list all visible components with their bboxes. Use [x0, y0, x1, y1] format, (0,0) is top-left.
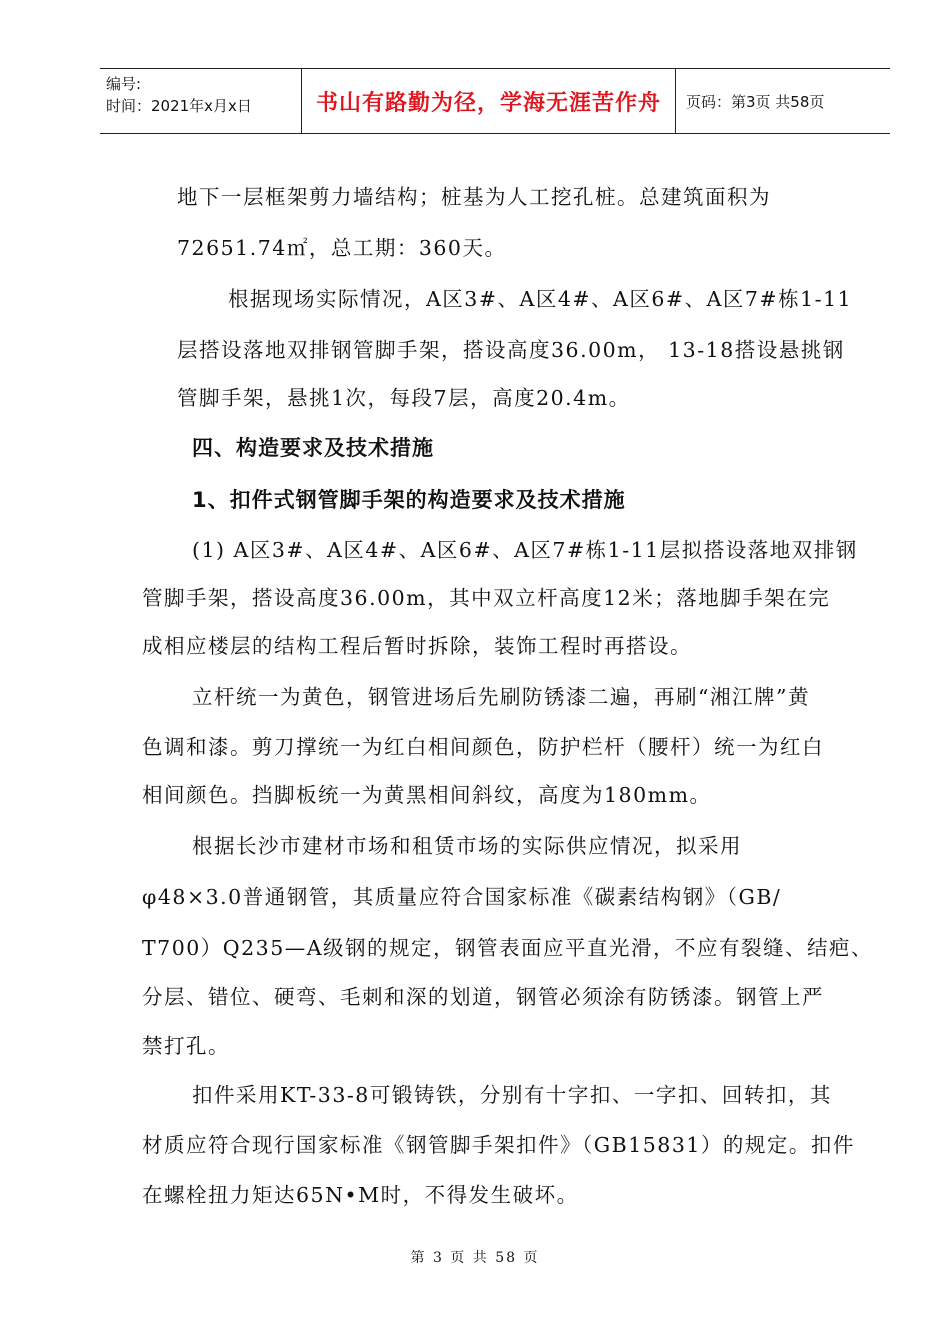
body-line: 成相应楼层的结构工程后暂时拆除，装饰工程时再搭设。	[142, 634, 692, 658]
body-line: (1) A区3#、A区4#、A区6#、A区7#栋1-11层拟搭设落地双排钢	[192, 538, 858, 562]
body-line: 立杆统一为黄色，钢管进场后先刷防锈漆二遍，再刷“湘江牌”黄	[192, 685, 810, 709]
body-line: 禁打孔。	[142, 1034, 230, 1058]
body-line: 材质应符合现行国家标准《钢管脚手架扣件》（GB15831）的规定。扣件	[142, 1133, 855, 1157]
serial-label: 编号:	[106, 75, 142, 93]
header-meta-cell	[100, 69, 302, 133]
body-line: 在螺栓扭力矩达65N•M时，不得发生破坏。	[142, 1183, 579, 1207]
subsection-heading: 1、扣件式钢管脚手架的构造要求及技术措施	[192, 488, 626, 512]
body-line: 72651.74㎡，总工期：360天。	[177, 236, 507, 260]
body-line: 根据长沙市建材市场和租赁市场的实际供应情况，拟采用	[192, 834, 742, 858]
page-info: 页码：第3页 共58页	[686, 92, 825, 111]
time-label: 时间：2021年x月x日	[106, 97, 252, 115]
body-line: 扣件采用KT-33-8可锻铸铁，分别有十字扣、一字扣、回转扣，其	[192, 1083, 832, 1107]
body-line: 管脚手架，搭设高度36.00m，其中双立杆高度12米；落地脚手架在完	[142, 586, 831, 610]
header-page-cell	[676, 69, 890, 133]
body-line: 管脚手架，悬挑1次，每段7层，高度20.4m。	[177, 386, 631, 410]
document-header	[100, 68, 890, 134]
header-motto-cell	[302, 69, 676, 133]
body-line: 地下一层框架剪力墙结构；桩基为人工挖孔桩。总建筑面积为	[177, 185, 771, 209]
body-line: 根据现场实际情况，A区3#、A区4#、A区6#、A区7#栋1-11	[228, 287, 853, 311]
body-line: 层搭设落地双排钢管脚手架，搭设高度36.00m， 13-18搭设悬挑钢	[177, 338, 845, 362]
body-line: 相间颜色。挡脚板统一为黄黑相间斜纹，高度为180mm。	[142, 783, 712, 807]
section-heading: 四、构造要求及技术措施	[192, 436, 434, 460]
body-line: φ48×3.0普通钢管，其质量应符合国家标准《碳素结构钢》（GB/	[142, 885, 782, 909]
footer-page-number: 第 3 页 共 58 页	[410, 1250, 540, 1266]
body-line: 分层、错位、硬弯、毛刺和深的划道，钢管必须涂有防锈漆。钢管上严	[142, 985, 824, 1009]
page-footer	[0, 1247, 950, 1267]
motto-text: 书山有路勤为径，学海无涯苦作舟	[315, 90, 661, 116]
body-line: T700）Q235—A级钢的规定，钢管表面应平直光滑，不应有裂缝、结疤、	[142, 936, 874, 960]
body-line: 色调和漆。剪刀撑统一为红白相间颜色，防护栏杆（腰杆）统一为红白	[142, 735, 824, 759]
